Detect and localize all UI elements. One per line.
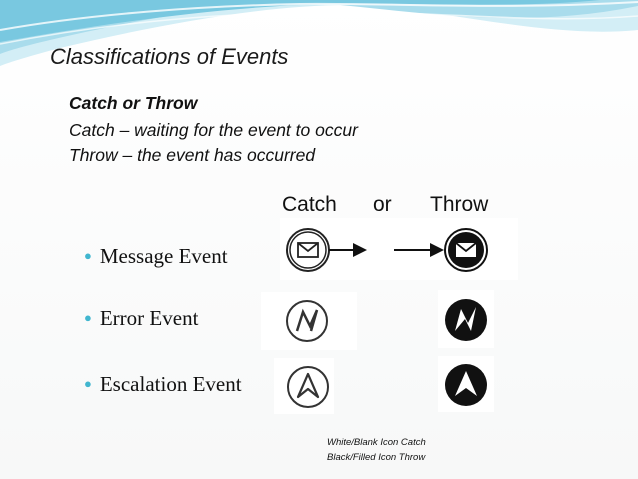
error-catch-lightning-icon (284, 298, 330, 344)
or-label: or (373, 193, 392, 216)
legend-note-catch: White/Blank Icon Catch (327, 437, 426, 448)
bullet-icon: ● (84, 310, 92, 325)
subheading: Catch or Throw (69, 93, 198, 113)
slide-title: Classifications of Events (50, 44, 289, 69)
throw-definition: Throw – the event has occurred (69, 145, 316, 165)
bullet-icon: ● (84, 376, 92, 391)
catch-column-header: Catch (282, 193, 337, 216)
message-throw-envelope-icon (390, 222, 495, 278)
legend-note-throw: Black/Filled Icon Throw (327, 452, 426, 463)
event-label: Error Event (99, 306, 199, 330)
event-item-message (84, 244, 228, 269)
event-label: Message Event (99, 244, 228, 268)
event-label: Escalation Event (99, 372, 242, 396)
error-throw-lightning-icon (443, 297, 489, 343)
event-item-error (84, 306, 198, 331)
message-catch-envelope-icon (283, 222, 373, 278)
event-item-escalation (84, 372, 242, 397)
escalation-catch-up-arrow-icon (285, 364, 331, 410)
bullet-icon: ● (84, 248, 92, 263)
throw-column-header: Throw (430, 193, 489, 216)
catch-definition: Catch – waiting for the event to occur (69, 120, 358, 140)
escalation-throw-up-arrow-icon (443, 362, 489, 408)
